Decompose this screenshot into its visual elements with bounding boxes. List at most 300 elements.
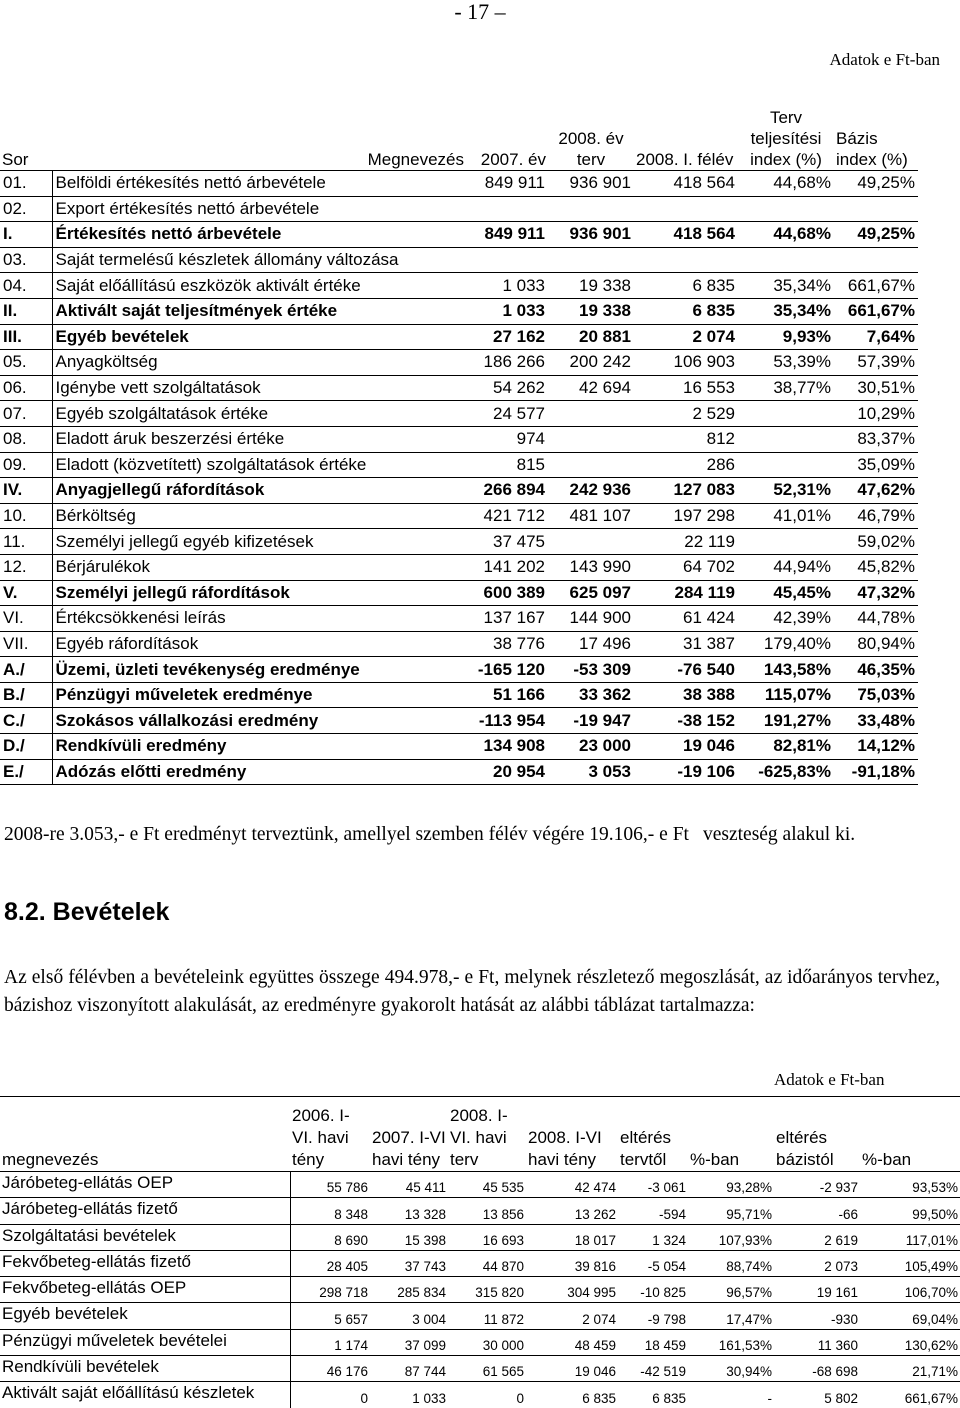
value-2006: 8 690 [290, 1224, 370, 1250]
row-code: 05. [0, 350, 52, 376]
plan-index: 44,68% [738, 171, 834, 197]
table-row [0, 682, 918, 708]
pct-of-base: 106,70% [860, 1277, 960, 1303]
value-2008-plan: 16 693 [448, 1224, 526, 1250]
row-name: Saját termelésű készletek állomány változása [52, 247, 466, 273]
base-index [834, 196, 918, 222]
table2-unit-label: Adatok e Ft-ban [774, 1070, 885, 1089]
pct-of-base: 69,04% [860, 1303, 960, 1329]
diff-from-base: 2 073 [774, 1250, 860, 1276]
value-2008-plan: 19 338 [548, 273, 634, 299]
value-2007: 421 712 [466, 503, 548, 529]
value-2007: 285 834 [370, 1277, 448, 1303]
row-code: IV. [0, 478, 52, 504]
plan-index: 44,68% [738, 222, 834, 248]
value-2007: 38 776 [466, 631, 548, 657]
value-2008-plan: 200 242 [548, 350, 634, 376]
table-row [0, 554, 918, 580]
diff-from-plan: -10 825 [618, 1277, 688, 1303]
table-row [0, 196, 918, 222]
value-2008-plan: 144 900 [548, 606, 634, 632]
value-2008-h1: 286 [634, 452, 738, 478]
col-header-2008-terv: 2008. év terv [558, 129, 624, 169]
base-index: 661,67% [834, 298, 918, 324]
value-2008-plan [548, 529, 634, 555]
value-2007: 51 166 [466, 682, 548, 708]
base-index: 44,78% [834, 606, 918, 632]
diff-from-base: 11 360 [774, 1329, 860, 1355]
value-2008-h1: 22 119 [634, 529, 738, 555]
table-row [0, 734, 918, 760]
table-row [0, 631, 918, 657]
row-code: C./ [0, 708, 52, 734]
table-row [0, 1172, 960, 1198]
plan-index: 45,45% [738, 580, 834, 606]
value-2008-actual: 6 835 [526, 1382, 618, 1408]
value-2008-h1: 38 388 [634, 682, 738, 708]
row-name: Értékcsökkenési leírás [52, 606, 466, 632]
row-name: Rendkívüli eredmény [52, 734, 466, 760]
diff-from-base: -66 [774, 1198, 860, 1224]
base-index: 661,67% [834, 273, 918, 299]
value-2008-h1: 418 564 [634, 171, 738, 197]
base-index: 30,51% [834, 375, 918, 401]
table-row [0, 1250, 960, 1276]
value-2007: 141 202 [466, 554, 548, 580]
pct-of-plan: 93,28% [688, 1172, 774, 1198]
value-2008-plan: 143 990 [548, 554, 634, 580]
row-code: 01. [0, 171, 52, 197]
diff-from-plan: -5 054 [618, 1250, 688, 1276]
value-2007: 1 033 [466, 273, 548, 299]
table-row [0, 298, 918, 324]
row-name: Egyéb ráfordítások [52, 631, 466, 657]
diff-from-base: 5 802 [774, 1382, 860, 1408]
pct-of-plan: 95,71% [688, 1198, 774, 1224]
value-2007: 974 [466, 426, 548, 452]
table-row [0, 426, 918, 452]
table-row [0, 1198, 960, 1224]
row-name: Eladott áruk beszerzési értéke [52, 426, 466, 452]
value-2008-actual: 42 474 [526, 1172, 618, 1198]
table-row [0, 222, 918, 248]
value-2008-plan: 11 872 [448, 1303, 526, 1329]
pct-of-plan: 30,94% [688, 1356, 774, 1382]
plan-index [738, 247, 834, 273]
section-heading: 8.2. Bevételek [4, 898, 170, 926]
base-index: 49,25% [834, 222, 918, 248]
plan-index: 35,34% [738, 273, 834, 299]
page-number: - 17 – [454, 0, 506, 24]
value-2007: 1 033 [466, 298, 548, 324]
row-name: Üzemi, üzleti tevékenység eredménye [52, 657, 466, 683]
table-row [0, 350, 918, 376]
value-2006: 0 [290, 1382, 370, 1408]
row-name: Járóbeteg-ellátás OEP [0, 1172, 290, 1198]
value-2008-actual: 2 074 [526, 1303, 618, 1329]
value-2008-plan: 315 820 [448, 1277, 526, 1303]
row-code: 02. [0, 196, 52, 222]
plan-index [738, 529, 834, 555]
value-2007: 24 577 [466, 401, 548, 427]
value-2006: 8 348 [290, 1198, 370, 1224]
plan-index: 42,39% [738, 606, 834, 632]
plan-index: 53,39% [738, 350, 834, 376]
value-2008-plan: 45 535 [448, 1172, 526, 1198]
row-name: Értékesítés nettó árbevétele [52, 222, 466, 248]
value-2008-h1 [634, 247, 738, 273]
col-header-szazalek-terv: %-ban [688, 1097, 774, 1172]
value-2008-h1: 197 298 [634, 503, 738, 529]
value-2008-plan: -19 947 [548, 708, 634, 734]
table-row [0, 452, 918, 478]
value-2008-plan: 19 338 [548, 298, 634, 324]
value-2007: 186 266 [466, 350, 548, 376]
base-index: 47,62% [834, 478, 918, 504]
diff-from-base: 19 161 [774, 1277, 860, 1303]
value-2008-plan: 17 496 [548, 631, 634, 657]
base-index: 10,29% [834, 401, 918, 427]
value-2008-h1: -19 106 [634, 759, 738, 785]
row-code: 11. [0, 529, 52, 555]
value-2008-h1: 812 [634, 426, 738, 452]
row-name: Export értékesítés nettó árbevétele [52, 196, 466, 222]
row-code: 10. [0, 503, 52, 529]
col-header-terv-index: Terv teljesítési index (%) [750, 108, 822, 169]
value-2008-h1: 19 046 [634, 734, 738, 760]
value-2008-plan: 23 000 [548, 734, 634, 760]
value-2008-plan: 33 362 [548, 682, 634, 708]
col-header-megnevezes: Megnevezés [367, 150, 464, 169]
plan-index [738, 452, 834, 478]
row-name: Szolgáltatási bevételek [0, 1224, 290, 1250]
diff-from-plan: -42 519 [618, 1356, 688, 1382]
value-2008-h1: 61 424 [634, 606, 738, 632]
value-2008-plan: 20 881 [548, 324, 634, 350]
row-name: Járóbeteg-ellátás fizető [0, 1198, 290, 1224]
table-row [0, 708, 918, 734]
table-row [0, 375, 918, 401]
value-2007: 13 328 [370, 1198, 448, 1224]
value-2008-plan: 481 107 [548, 503, 634, 529]
plan-index: 9,93% [738, 324, 834, 350]
base-index: 49,25% [834, 171, 918, 197]
plan-index: -625,83% [738, 759, 834, 785]
col-header-2006-teny: 2006. I-VI. havi tény [290, 1097, 370, 1172]
row-code: 12. [0, 554, 52, 580]
plan-index: 41,01% [738, 503, 834, 529]
plan-index: 38,77% [738, 375, 834, 401]
value-2007: 600 389 [466, 580, 548, 606]
table-row [0, 401, 918, 427]
profit-loss-table [0, 80, 918, 785]
value-2007: -165 120 [466, 657, 548, 683]
row-code: B./ [0, 682, 52, 708]
value-2007: 3 004 [370, 1303, 448, 1329]
col-header-elteres-tervtol: eltérés tervtől [618, 1097, 688, 1172]
row-name: Aktivált saját teljesítmények értéke [52, 298, 466, 324]
row-code: VII. [0, 631, 52, 657]
row-code: 07. [0, 401, 52, 427]
row-code: D./ [0, 734, 52, 760]
base-index: 75,03% [834, 682, 918, 708]
value-2008-plan: 42 694 [548, 375, 634, 401]
row-name: Egyéb szolgáltatások értéke [52, 401, 466, 427]
table-row [0, 1224, 960, 1250]
diff-from-plan: 18 459 [618, 1329, 688, 1355]
base-index: 47,32% [834, 580, 918, 606]
value-2008-h1: 106 903 [634, 350, 738, 376]
row-code: 04. [0, 273, 52, 299]
value-2008-h1: 31 387 [634, 631, 738, 657]
value-2008-actual: 304 995 [526, 1277, 618, 1303]
pct-of-base: 130,62% [860, 1329, 960, 1355]
value-2008-plan [548, 247, 634, 273]
diff-from-base: 2 619 [774, 1224, 860, 1250]
table-row [0, 171, 918, 197]
row-code: 03. [0, 247, 52, 273]
value-2007: 134 908 [466, 734, 548, 760]
value-2007: 37 099 [370, 1329, 448, 1355]
value-2008-actual: 48 459 [526, 1329, 618, 1355]
base-index: -91,18% [834, 759, 918, 785]
value-2008-plan: 936 901 [548, 171, 634, 197]
table-row [0, 503, 918, 529]
row-code: 09. [0, 452, 52, 478]
value-2006: 298 718 [290, 1277, 370, 1303]
base-index: 59,02% [834, 529, 918, 555]
value-2008-actual: 13 262 [526, 1198, 618, 1224]
value-2007: 815 [466, 452, 548, 478]
diff-from-plan: 6 835 [618, 1382, 688, 1408]
row-code: VI. [0, 606, 52, 632]
table1-header-row [0, 80, 918, 171]
value-2008-plan: 30 000 [448, 1329, 526, 1355]
row-name: Pénzügyi műveletek bevételei [0, 1329, 290, 1355]
value-2007: 37 475 [466, 529, 548, 555]
value-2008-h1: 418 564 [634, 222, 738, 248]
result-paragraph [4, 822, 940, 848]
col-header-2007: 2007. év [480, 150, 546, 169]
row-code: 08. [0, 426, 52, 452]
value-2007: 849 911 [466, 222, 548, 248]
value-2007: 15 398 [370, 1224, 448, 1250]
col-header-bazis-index: Bázis index (%) [836, 129, 908, 169]
value-2008-plan: 13 856 [448, 1198, 526, 1224]
base-index: 46,79% [834, 503, 918, 529]
value-2007: 27 162 [466, 324, 548, 350]
value-2008-plan [548, 196, 634, 222]
result-paragraph-text-end: veszteség alakul ki. [702, 824, 856, 845]
value-2008-h1 [634, 196, 738, 222]
value-2007: 849 911 [466, 171, 548, 197]
value-2007: 54 262 [466, 375, 548, 401]
row-code: 06. [0, 375, 52, 401]
row-name: Bérjárulékok [52, 554, 466, 580]
plan-index [738, 426, 834, 452]
value-2008-h1: 127 083 [634, 478, 738, 504]
col-header-2007-teny: 2007. I-VI havi tény [370, 1097, 448, 1172]
plan-index: 44,94% [738, 554, 834, 580]
pct-of-base: 21,71% [860, 1356, 960, 1382]
plan-index: 35,34% [738, 298, 834, 324]
table1-unit-label: Adatok e Ft-ban [829, 50, 940, 69]
row-name: Egyéb bevételek [52, 324, 466, 350]
row-name: Eladott (közvetített) szolgáltatások értéke [52, 452, 466, 478]
pct-of-plan: 107,93% [688, 1224, 774, 1250]
pct-of-plan: 88,74% [688, 1250, 774, 1276]
revenue-paragraph: Az első félévben a bevételeink együttes összege 494.978,- e Ft, melynek részletező megoszlását, az időarányos tervhez, bázishoz viszonyított alakulását, az eredményre gyakorolt hatását az alábbi táblázat tartalmazza: [4, 967, 940, 1016]
table-row [0, 580, 918, 606]
base-index: 7,64% [834, 324, 918, 350]
plan-index [738, 196, 834, 222]
table-row [0, 1277, 960, 1303]
value-2007: 45 411 [370, 1172, 448, 1198]
col-header-2008-terv: 2008. I-VI. havi terv [448, 1097, 526, 1172]
value-2007: 1 033 [370, 1382, 448, 1408]
base-index: 57,39% [834, 350, 918, 376]
diff-from-plan: -3 061 [618, 1172, 688, 1198]
pct-of-plan: 96,57% [688, 1277, 774, 1303]
value-2008-plan: 44 870 [448, 1250, 526, 1276]
col-header-megnevezes: megnevezés [0, 1097, 290, 1172]
value-2008-plan [548, 401, 634, 427]
pct-of-base: 99,50% [860, 1198, 960, 1224]
row-name: Fekvőbeteg-ellátás OEP [0, 1277, 290, 1303]
row-name: Belföldi értékesítés nettó árbevétele [52, 171, 466, 197]
value-2007 [466, 247, 548, 273]
value-2006: 55 786 [290, 1172, 370, 1198]
table-row [0, 606, 918, 632]
value-2007: 87 744 [370, 1356, 448, 1382]
value-2008-plan [548, 426, 634, 452]
row-name: Fekvőbeteg-ellátás fizető [0, 1250, 290, 1276]
base-index: 45,82% [834, 554, 918, 580]
row-name: Személyi jellegű ráfordítások [52, 580, 466, 606]
base-index: 14,12% [834, 734, 918, 760]
value-2008-h1: 64 702 [634, 554, 738, 580]
plan-index: 143,58% [738, 657, 834, 683]
diff-from-base: -930 [774, 1303, 860, 1329]
diff-from-base: -2 937 [774, 1172, 860, 1198]
col-header-2008-teny: 2008. I-VI havi tény [526, 1097, 618, 1172]
plan-index: 191,27% [738, 708, 834, 734]
table-row [0, 273, 918, 299]
table2-header-row [0, 1097, 960, 1172]
row-name: Anyagjellegű ráfordítások [52, 478, 466, 504]
pct-of-base: 661,67% [860, 1382, 960, 1408]
table-row [0, 247, 918, 273]
value-2008-plan: 0 [448, 1382, 526, 1408]
value-2008-plan: 936 901 [548, 222, 634, 248]
table-row [0, 478, 918, 504]
row-name: Aktivált saját előállítású készletek [0, 1382, 290, 1408]
result-paragraph-text: 2008-re 3.053,- e Ft eredményt terveztünk, amellyel szemben félév végére 19.106,- e Ft [4, 824, 689, 845]
value-2007: 37 743 [370, 1250, 448, 1276]
col-header-sor: Sor [2, 150, 29, 169]
value-2008-h1: -76 540 [634, 657, 738, 683]
row-name: Bérköltség [52, 503, 466, 529]
value-2006: 28 405 [290, 1250, 370, 1276]
col-header-2008-felev: 2008. I. félév [636, 150, 734, 169]
table-row [0, 1356, 960, 1382]
value-2006: 5 657 [290, 1303, 370, 1329]
table-row [0, 1382, 960, 1408]
row-name: Anyagköltség [52, 350, 466, 376]
plan-index: 115,07% [738, 682, 834, 708]
row-name: Rendkívüli bevételek [0, 1356, 290, 1382]
pct-of-base: 93,53% [860, 1172, 960, 1198]
value-2008-actual: 39 816 [526, 1250, 618, 1276]
row-name: Igénybe vett szolgáltatások [52, 375, 466, 401]
col-header-szazalek-bazis: %-ban [860, 1097, 960, 1172]
base-index: 80,94% [834, 631, 918, 657]
base-index: 83,37% [834, 426, 918, 452]
pct-of-base: 117,01% [860, 1224, 960, 1250]
base-index: 33,48% [834, 708, 918, 734]
pct-of-plan: - [688, 1382, 774, 1408]
pct-of-base: 105,49% [860, 1250, 960, 1276]
plan-index [738, 401, 834, 427]
row-code: V. [0, 580, 52, 606]
revenue-table [0, 1096, 960, 1408]
value-2008-plan [548, 452, 634, 478]
diff-from-base: -68 698 [774, 1356, 860, 1382]
table-row [0, 759, 918, 785]
value-2008-plan: -53 309 [548, 657, 634, 683]
value-2008-actual: 19 046 [526, 1356, 618, 1382]
row-name: Saját előállítású eszközök aktivált értéke [52, 273, 466, 299]
diff-from-plan: -9 798 [618, 1303, 688, 1329]
value-2007: 137 167 [466, 606, 548, 632]
table-row [0, 529, 918, 555]
value-2008-actual: 18 017 [526, 1224, 618, 1250]
value-2008-h1: 6 835 [634, 273, 738, 299]
base-index: 35,09% [834, 452, 918, 478]
value-2008-h1: 2 074 [634, 324, 738, 350]
value-2007: -113 954 [466, 708, 548, 734]
row-name: Pénzügyi műveletek eredménye [52, 682, 466, 708]
value-2008-plan: 3 053 [548, 759, 634, 785]
table-row [0, 1329, 960, 1355]
row-name: Adózás előtti eredmény [52, 759, 466, 785]
plan-index: 82,81% [738, 734, 834, 760]
row-code: II. [0, 298, 52, 324]
value-2008-plan: 625 097 [548, 580, 634, 606]
value-2008-h1: -38 152 [634, 708, 738, 734]
diff-from-plan: -594 [618, 1198, 688, 1224]
base-index [834, 247, 918, 273]
row-code: A./ [0, 657, 52, 683]
row-code: E./ [0, 759, 52, 785]
col-header-elteres-bazistol: eltérés bázistól [774, 1097, 860, 1172]
value-2008-h1: 6 835 [634, 298, 738, 324]
value-2008-h1: 16 553 [634, 375, 738, 401]
table-row [0, 1303, 960, 1329]
row-name: Szokásos vállalkozási eredmény [52, 708, 466, 734]
base-index: 46,35% [834, 657, 918, 683]
table-row [0, 324, 918, 350]
value-2006: 1 174 [290, 1329, 370, 1355]
value-2008-plan: 242 936 [548, 478, 634, 504]
value-2007: 20 954 [466, 759, 548, 785]
row-name: Személyi jellegű egyéb kifizetések [52, 529, 466, 555]
plan-index: 179,40% [738, 631, 834, 657]
value-2008-plan: 61 565 [448, 1356, 526, 1382]
pct-of-plan: 17,47% [688, 1303, 774, 1329]
row-code: III. [0, 324, 52, 350]
row-code: I. [0, 222, 52, 248]
